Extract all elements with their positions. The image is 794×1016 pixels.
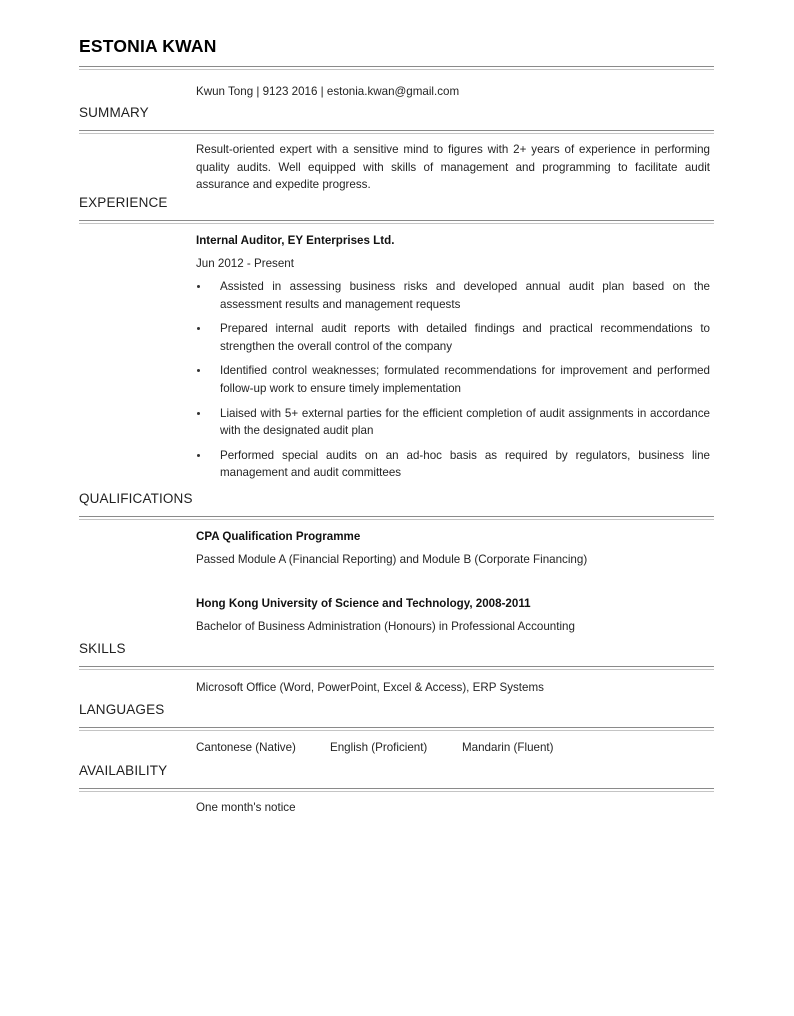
languages-row <box>196 739 554 757</box>
availability-text: One month's notice <box>196 801 296 814</box>
section-heading-experience: EXPERIENCE <box>79 195 168 210</box>
section-heading-qualifications: QUALIFICATIONS <box>79 491 193 506</box>
section-heading-languages: LANGUAGES <box>79 702 165 717</box>
rule-under-experience-heading <box>79 220 714 224</box>
list-item: Liaised with 5+ external parties for the efficient completion of audit assignments in accordance with the designated audit plan <box>196 405 710 440</box>
rule-under-summary-heading <box>79 130 714 134</box>
contact-line: Kwun Tong | 9123 2016 | estonia.kwan@gmail.com <box>196 85 460 98</box>
rule-under-qualifications-heading <box>79 516 714 520</box>
qualification-detail-1: Bachelor of Business Administration (Honours) in Professional Accounting <box>196 620 575 633</box>
language-item-2: Mandarin (Fluent) <box>462 741 554 754</box>
rule-under-languages-heading <box>79 727 714 731</box>
list-item: Prepared internal audit reports with detailed findings and practical recommendations to strengthen the overall control of the company <box>196 320 710 355</box>
summary-text: Result-oriented expert with a sensitive mind to figures with 2+ years of experience in performing quality audits. Well equipped with skills of management and programming to facilitate audit assurance and expedite progress. <box>196 143 710 191</box>
rule-under-name <box>79 66 714 70</box>
skills-text: Microsoft Office (Word, PowerPoint, Excel & Access), ERP Systems <box>196 681 544 694</box>
job-title: Internal Auditor, EY Enterprises Ltd. <box>196 234 395 247</box>
section-heading-summary: SUMMARY <box>79 105 149 120</box>
qualification-title-1: Hong Kong University of Science and Technology, 2008-2011 <box>196 597 531 610</box>
candidate-name: ESTONIA KWAN <box>79 36 217 56</box>
list-item: Identified control weaknesses; formulated recommendations for improvement and performed follow-up work to ensure timely implementation <box>196 362 710 397</box>
language-item-1: English (Proficient) <box>330 741 428 754</box>
language-item-0: Cantonese (Native) <box>196 741 296 754</box>
section-heading-availability: AVAILABILITY <box>79 763 168 778</box>
section-heading-skills: SKILLS <box>79 641 126 656</box>
list-item: Performed special audits on an ad-hoc basis as required by regulators, business line management and audit committees <box>196 447 710 482</box>
list-item: Assisted in assessing business risks and developed annual audit plan based on the assessment results and management requests <box>196 278 710 313</box>
job-dates: Jun 2012 - Present <box>196 257 294 270</box>
rule-under-availability-heading <box>79 788 714 792</box>
qualification-detail-0: Passed Module A (Financial Reporting) and Module B (Corporate Financing) <box>196 553 588 566</box>
rule-under-skills-heading <box>79 666 714 670</box>
experience-bullet-list <box>196 278 710 482</box>
qualification-title-0: CPA Qualification Programme <box>196 530 361 543</box>
